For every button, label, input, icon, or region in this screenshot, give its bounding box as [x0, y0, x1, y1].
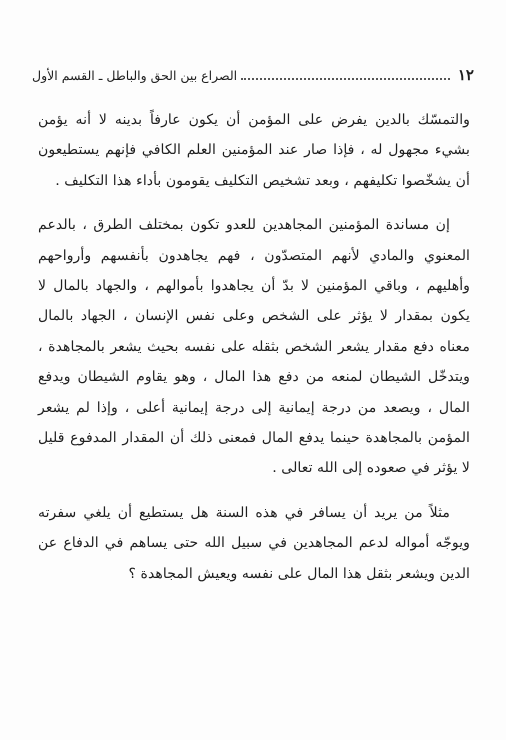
paragraph-2: إن مساندة المؤمنين المجاهدين للعدو تكون بمختلف الطرق ، بالدعم المعنوي والمادي لأنهم المتصدّون ، فهم يجاهدون بأنفسهم وأرواحهم وأهليهم ، وباقي المؤمنين لا بدّ أن يجاهدوا بأموالهم ، والجهاد بالمال لا يكون بمقدار لا يؤثر على الشخص وعلى نفس الإنسان ، الجهاد بالمال معناه دفع مقدار يشعر الشخص بثقله على نفسه بحيث يشعر بالمجاهدة ، ويتدخّل الشيطان لمنعه من دفع هذا المال ، وهو يقاوم الشيطان ويدفع المال ، ويصعد من درجة إيمانية إلى درجة إيمانية أعلى ، وإذا لم يشعر المؤمن بالمجاهدة حينما يدفع المال فمعنى ذلك أن المقدار المدفوع قليل لا يؤثر في صعوده إلى الله تعالى . — [38, 217, 470, 477]
running-header — [32, 66, 474, 86]
header-dot-leader — [241, 77, 450, 80]
paragraph-3: مثلاً من يريد أن يسافر في هذه السنة هل يستطيع أن يلغي سفرته ويوجّه أمواله لدعم المجاهدين في سبيل الله حتى يساهم في الدفاع عن الدين ويشعر بثقل هذا المال على نفسه ويعيش المجاهدة ؟ — [38, 504, 470, 582]
running-header-title: الصراع بين الحق والباطل ـ القسم الأول — [32, 68, 238, 83]
paragraph-1: والتمسّك بالدين يفرض على المؤمن أن يكون عارفاً بدينه لا أنه يؤمن بشيء مجهول له ، فإذا صار عند المؤمنين العلم الكافي فإنهم يستطيعون أن يشخّصوا تكليفهم ، وبعد تشخيص التكليف يقومون بأداء هذا التكليف . — [38, 112, 470, 189]
page-number: ١٢ — [457, 66, 474, 84]
body-text — [38, 105, 470, 589]
